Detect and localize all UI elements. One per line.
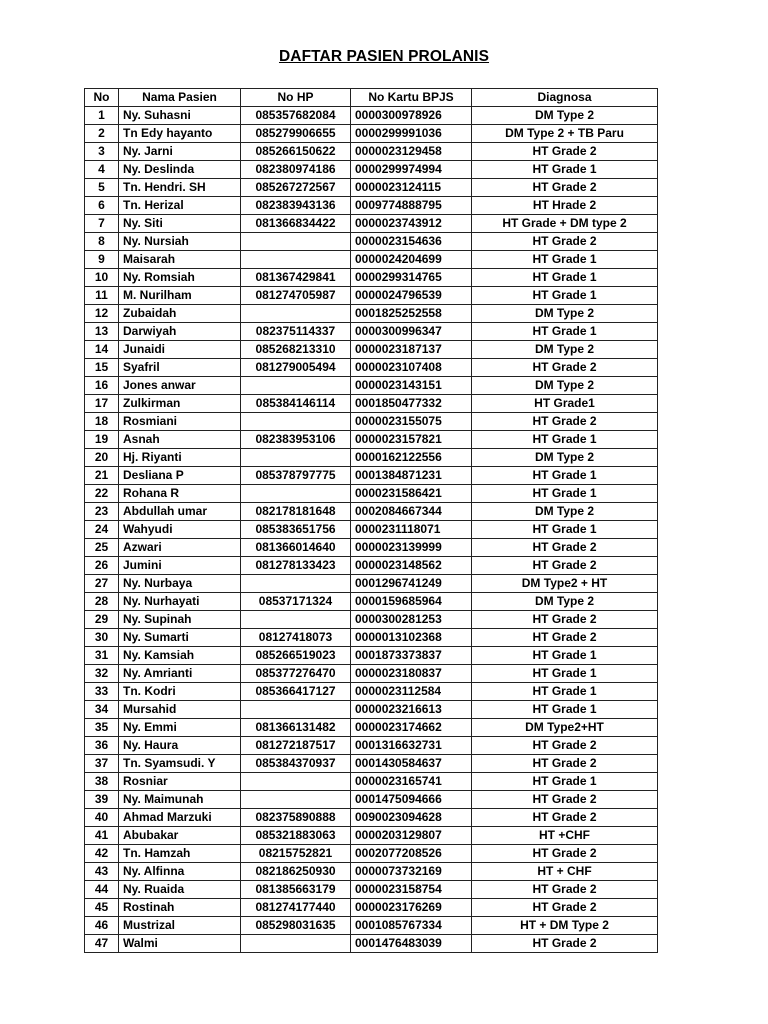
cell-no-hp bbox=[241, 233, 351, 251]
cell-no-hp: 081366834422 bbox=[241, 215, 351, 233]
table-row bbox=[85, 143, 658, 161]
cell-no: 22 bbox=[85, 485, 119, 503]
cell-nama-pasien: Ahmad Marzuki bbox=[119, 809, 241, 827]
cell-diagnosa: HT Grade 2 bbox=[472, 539, 658, 557]
cell-no: 39 bbox=[85, 791, 119, 809]
table-row bbox=[85, 539, 658, 557]
cell-diagnosa: HT Grade 1 bbox=[472, 647, 658, 665]
cell-no-kartu-bpjs: 0000162122556 bbox=[351, 449, 472, 467]
table-row bbox=[85, 503, 658, 521]
table-row bbox=[85, 233, 658, 251]
cell-no: 41 bbox=[85, 827, 119, 845]
cell-no-hp: 085279906655 bbox=[241, 125, 351, 143]
cell-no-kartu-bpjs: 0000023107408 bbox=[351, 359, 472, 377]
cell-no: 12 bbox=[85, 305, 119, 323]
col-header-no: No bbox=[85, 89, 119, 107]
col-header-no-kartu-bpjs: No Kartu BPJS bbox=[351, 89, 472, 107]
cell-nama-pasien: Ny. Alfinna bbox=[119, 863, 241, 881]
cell-no: 24 bbox=[85, 521, 119, 539]
cell-no-kartu-bpjs: 0000023139999 bbox=[351, 539, 472, 557]
cell-no-hp bbox=[241, 251, 351, 269]
cell-no-kartu-bpjs: 0000299974994 bbox=[351, 161, 472, 179]
cell-no-hp bbox=[241, 575, 351, 593]
table-header-row bbox=[85, 89, 658, 107]
cell-diagnosa: DM Type 2 bbox=[472, 305, 658, 323]
cell-no-kartu-bpjs: 0001476483039 bbox=[351, 935, 472, 953]
table-row bbox=[85, 809, 658, 827]
patient-table bbox=[84, 88, 658, 953]
cell-no-kartu-bpjs: 0000023176269 bbox=[351, 899, 472, 917]
cell-no-kartu-bpjs: 0002084667344 bbox=[351, 503, 472, 521]
cell-diagnosa: HT Grade 1 bbox=[472, 683, 658, 701]
table-row bbox=[85, 215, 658, 233]
cell-no-kartu-bpjs: 0001384871231 bbox=[351, 467, 472, 485]
cell-no-hp: 08215752821 bbox=[241, 845, 351, 863]
cell-nama-pasien: Asnah bbox=[119, 431, 241, 449]
cell-no-kartu-bpjs: 0000024204699 bbox=[351, 251, 472, 269]
cell-diagnosa: HT Grade 1 bbox=[472, 665, 658, 683]
cell-diagnosa: DM Type 2 bbox=[472, 503, 658, 521]
table-row bbox=[85, 395, 658, 413]
cell-no-hp bbox=[241, 485, 351, 503]
table-row bbox=[85, 683, 658, 701]
cell-nama-pasien: Ny. Ruaida bbox=[119, 881, 241, 899]
cell-diagnosa: HT Grade + DM type 2 bbox=[472, 215, 658, 233]
cell-diagnosa: HT Grade 1 bbox=[472, 431, 658, 449]
cell-diagnosa: HT + DM Type 2 bbox=[472, 917, 658, 935]
cell-nama-pasien: Abdullah umar bbox=[119, 503, 241, 521]
cell-no-kartu-bpjs: 0001825252558 bbox=[351, 305, 472, 323]
cell-no-kartu-bpjs: 0000023112584 bbox=[351, 683, 472, 701]
cell-no: 14 bbox=[85, 341, 119, 359]
cell-diagnosa: HT Grade 1 bbox=[472, 521, 658, 539]
cell-no-kartu-bpjs: 0000023143151 bbox=[351, 377, 472, 395]
cell-no-hp: 085321883063 bbox=[241, 827, 351, 845]
cell-nama-pasien: Ny. Nursiah bbox=[119, 233, 241, 251]
cell-no: 27 bbox=[85, 575, 119, 593]
cell-nama-pasien: Darwiyah bbox=[119, 323, 241, 341]
cell-no: 18 bbox=[85, 413, 119, 431]
col-header-no-hp: No HP bbox=[241, 89, 351, 107]
cell-nama-pasien: Azwari bbox=[119, 539, 241, 557]
cell-no: 1 bbox=[85, 107, 119, 125]
cell-nama-pasien: Mustrizal bbox=[119, 917, 241, 935]
cell-no-hp: 081272187517 bbox=[241, 737, 351, 755]
cell-diagnosa: DM Type 2 bbox=[472, 593, 658, 611]
cell-diagnosa: HT Grade 1 bbox=[472, 287, 658, 305]
cell-diagnosa: HT Grade 2 bbox=[472, 755, 658, 773]
cell-no: 35 bbox=[85, 719, 119, 737]
cell-nama-pasien: Tn. Hendri. SH bbox=[119, 179, 241, 197]
cell-nama-pasien: M. Nurilham bbox=[119, 287, 241, 305]
table-row bbox=[85, 773, 658, 791]
cell-diagnosa: HT Grade 2 bbox=[472, 629, 658, 647]
cell-no: 34 bbox=[85, 701, 119, 719]
cell-no: 8 bbox=[85, 233, 119, 251]
table-row bbox=[85, 881, 658, 899]
cell-no-kartu-bpjs: 0000023157821 bbox=[351, 431, 472, 449]
table-row bbox=[85, 611, 658, 629]
cell-diagnosa: HT + CHF bbox=[472, 863, 658, 881]
cell-diagnosa: HT Grade 1 bbox=[472, 161, 658, 179]
cell-no: 45 bbox=[85, 899, 119, 917]
cell-no-kartu-bpjs: 0000300978926 bbox=[351, 107, 472, 125]
cell-nama-pasien: Zulkirman bbox=[119, 395, 241, 413]
table-row bbox=[85, 917, 658, 935]
table-row bbox=[85, 521, 658, 539]
cell-diagnosa: HT Grade 1 bbox=[472, 251, 658, 269]
cell-nama-pasien: Ny. Emmi bbox=[119, 719, 241, 737]
cell-diagnosa: HT Grade 2 bbox=[472, 413, 658, 431]
cell-no: 4 bbox=[85, 161, 119, 179]
cell-no-kartu-bpjs: 0000300996347 bbox=[351, 323, 472, 341]
cell-no: 40 bbox=[85, 809, 119, 827]
cell-nama-pasien: Ny. Nurhayati bbox=[119, 593, 241, 611]
cell-no-hp: 081366131482 bbox=[241, 719, 351, 737]
cell-diagnosa: DM Type 2 bbox=[472, 377, 658, 395]
cell-no-kartu-bpjs: 0000159685964 bbox=[351, 593, 472, 611]
cell-no: 7 bbox=[85, 215, 119, 233]
cell-diagnosa: HT Grade 2 bbox=[472, 233, 658, 251]
cell-no-kartu-bpjs: 0000023174662 bbox=[351, 719, 472, 737]
cell-no-hp bbox=[241, 935, 351, 953]
cell-no: 15 bbox=[85, 359, 119, 377]
cell-no-hp bbox=[241, 305, 351, 323]
table-row bbox=[85, 125, 658, 143]
cell-nama-pasien: Desliana P bbox=[119, 467, 241, 485]
table-row bbox=[85, 845, 658, 863]
cell-no-kartu-bpjs: 0001873373837 bbox=[351, 647, 472, 665]
cell-no-hp bbox=[241, 701, 351, 719]
cell-nama-pasien: Maisarah bbox=[119, 251, 241, 269]
cell-no-kartu-bpjs: 0001850477332 bbox=[351, 395, 472, 413]
cell-no: 28 bbox=[85, 593, 119, 611]
cell-no: 2 bbox=[85, 125, 119, 143]
cell-nama-pasien: Ny. Suhasni bbox=[119, 107, 241, 125]
cell-diagnosa: HT Grade 2 bbox=[472, 881, 658, 899]
cell-no-hp bbox=[241, 791, 351, 809]
table-row bbox=[85, 179, 658, 197]
cell-no-hp: 08537171324 bbox=[241, 593, 351, 611]
cell-no: 32 bbox=[85, 665, 119, 683]
cell-diagnosa: HT Grade1 bbox=[472, 395, 658, 413]
cell-no: 38 bbox=[85, 773, 119, 791]
cell-diagnosa: DM Type 2 bbox=[472, 341, 658, 359]
cell-no-hp: 082375890888 bbox=[241, 809, 351, 827]
cell-no: 3 bbox=[85, 143, 119, 161]
cell-no-hp: 08127418073 bbox=[241, 629, 351, 647]
table-row bbox=[85, 701, 658, 719]
table-row bbox=[85, 413, 658, 431]
cell-no-kartu-bpjs: 0000299314765 bbox=[351, 269, 472, 287]
cell-no-kartu-bpjs: 0000023148562 bbox=[351, 557, 472, 575]
table-row bbox=[85, 359, 658, 377]
cell-diagnosa: HT Grade 2 bbox=[472, 557, 658, 575]
table-row bbox=[85, 377, 658, 395]
cell-diagnosa: HT Grade 2 bbox=[472, 179, 658, 197]
cell-nama-pasien: Wahyudi bbox=[119, 521, 241, 539]
cell-no: 33 bbox=[85, 683, 119, 701]
table-row bbox=[85, 557, 658, 575]
cell-diagnosa: HT Grade 1 bbox=[472, 323, 658, 341]
table-row bbox=[85, 791, 658, 809]
table-row bbox=[85, 485, 658, 503]
table-row bbox=[85, 269, 658, 287]
cell-no-kartu-bpjs: 0001475094666 bbox=[351, 791, 472, 809]
cell-no-kartu-bpjs: 0000024796539 bbox=[351, 287, 472, 305]
table-row bbox=[85, 737, 658, 755]
cell-no-hp: 082375114337 bbox=[241, 323, 351, 341]
cell-no-hp: 081385663179 bbox=[241, 881, 351, 899]
cell-diagnosa: HT Grade 2 bbox=[472, 935, 658, 953]
cell-nama-pasien: Ny. Jarni bbox=[119, 143, 241, 161]
cell-no-kartu-bpjs: 0001296741249 bbox=[351, 575, 472, 593]
cell-no-hp bbox=[241, 449, 351, 467]
table-row bbox=[85, 719, 658, 737]
cell-no-kartu-bpjs: 0000023165741 bbox=[351, 773, 472, 791]
table-row bbox=[85, 863, 658, 881]
cell-no-kartu-bpjs: 0000023124115 bbox=[351, 179, 472, 197]
cell-no-hp: 085298031635 bbox=[241, 917, 351, 935]
table-row bbox=[85, 665, 658, 683]
cell-nama-pasien: Jumini bbox=[119, 557, 241, 575]
cell-nama-pasien: Tn. Kodri bbox=[119, 683, 241, 701]
cell-diagnosa: HT Grade 2 bbox=[472, 359, 658, 377]
cell-no-kartu-bpjs: 0000299991036 bbox=[351, 125, 472, 143]
table-row bbox=[85, 899, 658, 917]
cell-no-hp: 085267272567 bbox=[241, 179, 351, 197]
cell-no: 16 bbox=[85, 377, 119, 395]
table-row bbox=[85, 467, 658, 485]
cell-no: 43 bbox=[85, 863, 119, 881]
cell-no-kartu-bpjs: 0001316632731 bbox=[351, 737, 472, 755]
cell-diagnosa: HT Grade 1 bbox=[472, 701, 658, 719]
table-row bbox=[85, 305, 658, 323]
cell-nama-pasien: Jones anwar bbox=[119, 377, 241, 395]
cell-no: 25 bbox=[85, 539, 119, 557]
cell-nama-pasien: Tn. Herizal bbox=[119, 197, 241, 215]
cell-no: 37 bbox=[85, 755, 119, 773]
cell-no: 23 bbox=[85, 503, 119, 521]
cell-no-hp: 085357682084 bbox=[241, 107, 351, 125]
col-header-diagnosa: Diagnosa bbox=[472, 89, 658, 107]
cell-diagnosa: HT Grade 1 bbox=[472, 269, 658, 287]
cell-no-hp: 085383651756 bbox=[241, 521, 351, 539]
table-row bbox=[85, 107, 658, 125]
cell-diagnosa: HT Grade 1 bbox=[472, 467, 658, 485]
cell-no: 36 bbox=[85, 737, 119, 755]
table-row bbox=[85, 449, 658, 467]
page-title: DAFTAR PASIEN PROLANIS bbox=[278, 48, 490, 65]
cell-no: 30 bbox=[85, 629, 119, 647]
cell-nama-pasien: Ny. Maimunah bbox=[119, 791, 241, 809]
cell-diagnosa: HT Grade 2 bbox=[472, 611, 658, 629]
cell-diagnosa: DM Type 2 + TB Paru bbox=[472, 125, 658, 143]
table-row bbox=[85, 575, 658, 593]
cell-diagnosa: HT +CHF bbox=[472, 827, 658, 845]
cell-no: 29 bbox=[85, 611, 119, 629]
cell-no-hp: 082186250930 bbox=[241, 863, 351, 881]
cell-no-kartu-bpjs: 0000023158754 bbox=[351, 881, 472, 899]
cell-nama-pasien: Syafril bbox=[119, 359, 241, 377]
table-row bbox=[85, 161, 658, 179]
cell-diagnosa: HT Grade 2 bbox=[472, 143, 658, 161]
cell-nama-pasien: Rostinah bbox=[119, 899, 241, 917]
cell-no-hp: 081367429841 bbox=[241, 269, 351, 287]
cell-no: 26 bbox=[85, 557, 119, 575]
cell-no-hp: 082383943136 bbox=[241, 197, 351, 215]
cell-nama-pasien: Tn. Syamsudi. Y bbox=[119, 755, 241, 773]
cell-no-kartu-bpjs: 0000013102368 bbox=[351, 629, 472, 647]
cell-no-kartu-bpjs: 0001430584637 bbox=[351, 755, 472, 773]
table-row bbox=[85, 287, 658, 305]
cell-no-hp: 082380974186 bbox=[241, 161, 351, 179]
cell-nama-pasien: Ny. Nurbaya bbox=[119, 575, 241, 593]
cell-no-hp: 085268213310 bbox=[241, 341, 351, 359]
cell-no-hp: 085266150622 bbox=[241, 143, 351, 161]
cell-no-hp: 085384146114 bbox=[241, 395, 351, 413]
cell-nama-pasien: Mursahid bbox=[119, 701, 241, 719]
cell-no-kartu-bpjs: 0001085767334 bbox=[351, 917, 472, 935]
cell-diagnosa: DM Type 2 bbox=[472, 107, 658, 125]
cell-no: 13 bbox=[85, 323, 119, 341]
cell-no-hp: 081274705987 bbox=[241, 287, 351, 305]
cell-no-kartu-bpjs: 0000300281253 bbox=[351, 611, 472, 629]
cell-diagnosa: HT Grade 2 bbox=[472, 809, 658, 827]
cell-no-hp: 081366014640 bbox=[241, 539, 351, 557]
cell-diagnosa: HT Grade 2 bbox=[472, 899, 658, 917]
cell-nama-pasien: Zubaidah bbox=[119, 305, 241, 323]
cell-no-hp: 082383953106 bbox=[241, 431, 351, 449]
cell-diagnosa: DM Type 2 bbox=[472, 449, 658, 467]
cell-no-hp bbox=[241, 773, 351, 791]
cell-no-hp bbox=[241, 377, 351, 395]
col-header-nama-pasien: Nama Pasien bbox=[119, 89, 241, 107]
table-row bbox=[85, 827, 658, 845]
cell-no: 9 bbox=[85, 251, 119, 269]
cell-no-hp: 081274177440 bbox=[241, 899, 351, 917]
cell-no: 21 bbox=[85, 467, 119, 485]
cell-no-hp bbox=[241, 413, 351, 431]
table-row bbox=[85, 593, 658, 611]
table-row bbox=[85, 629, 658, 647]
cell-no: 46 bbox=[85, 917, 119, 935]
cell-nama-pasien: Ny. Supinah bbox=[119, 611, 241, 629]
cell-nama-pasien: Tn Edy hayanto bbox=[119, 125, 241, 143]
cell-nama-pasien: Ny. Sumarti bbox=[119, 629, 241, 647]
cell-no-kartu-bpjs: 0000023154636 bbox=[351, 233, 472, 251]
cell-diagnosa: DM Type2+HT bbox=[472, 719, 658, 737]
cell-no: 31 bbox=[85, 647, 119, 665]
cell-diagnosa: HT Grade 2 bbox=[472, 845, 658, 863]
cell-no-kartu-bpjs: 0000023187137 bbox=[351, 341, 472, 359]
cell-no-hp: 085378797775 bbox=[241, 467, 351, 485]
cell-diagnosa: HT Grade 1 bbox=[472, 485, 658, 503]
cell-no-kartu-bpjs: 0000023155075 bbox=[351, 413, 472, 431]
cell-no: 10 bbox=[85, 269, 119, 287]
cell-diagnosa: HT Hrade 2 bbox=[472, 197, 658, 215]
cell-no: 44 bbox=[85, 881, 119, 899]
cell-nama-pasien: Ny. Siti bbox=[119, 215, 241, 233]
cell-no-hp: 085384370937 bbox=[241, 755, 351, 773]
table-row bbox=[85, 431, 658, 449]
cell-no: 47 bbox=[85, 935, 119, 953]
cell-nama-pasien: Ny. Amrianti bbox=[119, 665, 241, 683]
cell-no-kartu-bpjs: 0090023094628 bbox=[351, 809, 472, 827]
cell-no-kartu-bpjs: 0000231118071 bbox=[351, 521, 472, 539]
cell-no-hp: 081279005494 bbox=[241, 359, 351, 377]
cell-nama-pasien: Rohana R bbox=[119, 485, 241, 503]
cell-nama-pasien: Abubakar bbox=[119, 827, 241, 845]
cell-no: 5 bbox=[85, 179, 119, 197]
cell-diagnosa: HT Grade 2 bbox=[472, 737, 658, 755]
cell-nama-pasien: Ny. Haura bbox=[119, 737, 241, 755]
cell-diagnosa: HT Grade 2 bbox=[472, 791, 658, 809]
cell-nama-pasien: Rosmiani bbox=[119, 413, 241, 431]
cell-no-hp: 082178181648 bbox=[241, 503, 351, 521]
cell-no-kartu-bpjs: 0000023180837 bbox=[351, 665, 472, 683]
cell-no: 42 bbox=[85, 845, 119, 863]
cell-nama-pasien: Walmi bbox=[119, 935, 241, 953]
table-row bbox=[85, 323, 658, 341]
cell-nama-pasien: Ny. Romsiah bbox=[119, 269, 241, 287]
table-row bbox=[85, 935, 658, 953]
cell-no-hp: 085266519023 bbox=[241, 647, 351, 665]
cell-nama-pasien: Ny. Kamsiah bbox=[119, 647, 241, 665]
table-row bbox=[85, 197, 658, 215]
cell-no-kartu-bpjs: 0000073732169 bbox=[351, 863, 472, 881]
cell-no-hp: 085366417127 bbox=[241, 683, 351, 701]
cell-nama-pasien: Ny. Deslinda bbox=[119, 161, 241, 179]
cell-no-kartu-bpjs: 0000023216613 bbox=[351, 701, 472, 719]
cell-nama-pasien: Tn. Hamzah bbox=[119, 845, 241, 863]
table-row bbox=[85, 647, 658, 665]
cell-nama-pasien: Rosniar bbox=[119, 773, 241, 791]
cell-no: 17 bbox=[85, 395, 119, 413]
cell-no-hp: 085377276470 bbox=[241, 665, 351, 683]
cell-diagnosa: HT Grade 1 bbox=[472, 773, 658, 791]
cell-no-kartu-bpjs: 0000203129807 bbox=[351, 827, 472, 845]
table-row bbox=[85, 251, 658, 269]
cell-no-kartu-bpjs: 0000023743912 bbox=[351, 215, 472, 233]
table-row bbox=[85, 755, 658, 773]
cell-no-kartu-bpjs: 0000231586421 bbox=[351, 485, 472, 503]
cell-no: 6 bbox=[85, 197, 119, 215]
cell-no-kartu-bpjs: 0000023129458 bbox=[351, 143, 472, 161]
cell-no-kartu-bpjs: 0002077208526 bbox=[351, 845, 472, 863]
cell-no-hp: 081278133423 bbox=[241, 557, 351, 575]
table-row bbox=[85, 341, 658, 359]
cell-nama-pasien: Hj. Riyanti bbox=[119, 449, 241, 467]
cell-diagnosa: DM Type2 + HT bbox=[472, 575, 658, 593]
cell-no: 11 bbox=[85, 287, 119, 305]
cell-no: 20 bbox=[85, 449, 119, 467]
cell-no-hp bbox=[241, 611, 351, 629]
cell-no: 19 bbox=[85, 431, 119, 449]
cell-nama-pasien: Junaidi bbox=[119, 341, 241, 359]
cell-no-kartu-bpjs: 0009774888795 bbox=[351, 197, 472, 215]
